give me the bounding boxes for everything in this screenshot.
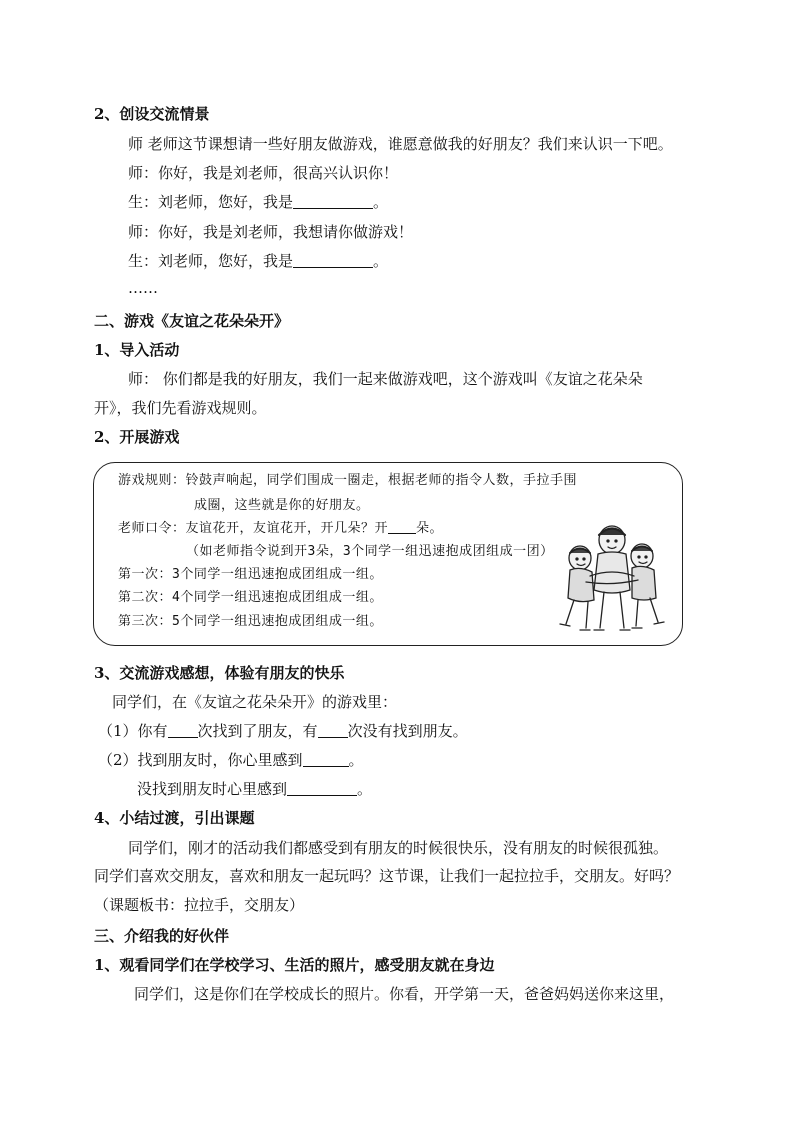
- paragraph-line: 同学们，这是你们在学校成长的照片。你看，开学第一天，爸爸妈妈送你来这里，: [134, 985, 675, 1003]
- rules-line: 游戏规则：铃鼓声响起，同学们围成一圈走，根据老师的指令人数，手拉手围: [118, 473, 578, 488]
- fill-blank: [303, 751, 349, 767]
- round-line: 第二次：4个同学一组迅速抱成团组成一组。: [118, 590, 383, 605]
- teacher-command: [118, 520, 443, 538]
- punctuation: 。: [357, 780, 373, 798]
- dialogue-line: [128, 192, 388, 212]
- dialogue-text: 生：刘老师，您好，我是: [128, 252, 294, 270]
- section-heading: 2、创设交流情景: [94, 105, 210, 123]
- paragraph-line: 同学们，刚才的活动我们都感受到有朋友的时候很快乐，没有朋友的时候很孤独。: [128, 839, 669, 857]
- dialogue-text: 生：刘老师，您好，我是: [128, 193, 294, 211]
- fill-blank: [293, 193, 373, 209]
- dialogue-line: [128, 251, 388, 271]
- fill-blank: [287, 780, 357, 796]
- part-heading: 三、介绍我的好伙伴: [94, 927, 230, 945]
- command-text: 老师口令：友谊花开，友谊花开，开几朵？开: [118, 521, 389, 536]
- rules-example: （如老师指令说到开3朵，3个同学一组迅速抱成团组成一团）: [186, 544, 554, 559]
- dialogue-line: 师：你好，我是刘老师，很高兴认识你！: [128, 164, 399, 182]
- paragraph-line: 开》，我们先看游戏规则。: [94, 399, 267, 417]
- children-hugging-illustration: [550, 520, 668, 638]
- question-text: 次没有找到朋友。: [347, 722, 468, 740]
- question-text: （2）找到朋友时，你心里感到: [98, 751, 303, 769]
- question-text: （1）你有: [98, 722, 168, 740]
- round-line: 第一次：3个同学一组迅速抱成团组成一组。: [118, 567, 383, 582]
- fill-blank: [293, 252, 373, 268]
- paragraph-line: （课题板书：拉拉手，交朋友）: [94, 896, 305, 914]
- rules-line: 成圈，这些就是你的好朋友。: [194, 498, 370, 513]
- paragraph-line: 同学们喜欢交朋友，喜欢和朋友一起玩吗？这节课，让我们一起拉拉手，交朋友。好吗？: [94, 867, 680, 885]
- dialogue-line: 师：你好，我是刘老师，我想请你做游戏！: [128, 223, 414, 241]
- question-line: [98, 721, 468, 741]
- question-line: [98, 750, 364, 770]
- fill-blank: [318, 722, 348, 738]
- dialogue-line: 师 老师这节课想请一些好朋友做游戏，谁愿意做我的好朋友？我们来认识一下吧。: [128, 135, 673, 153]
- punctuation: 。: [348, 751, 364, 769]
- paragraph-line: 同学们，在《友谊之花朵朵开》的游戏里：: [112, 693, 398, 711]
- command-text: 朵。: [416, 521, 444, 536]
- section-heading: 1、观看同学们在学校学习、生活的照片，感受朋友就在身边: [94, 956, 495, 974]
- fill-blank: [388, 520, 416, 534]
- fill-blank: [168, 722, 198, 738]
- punctuation: 。: [373, 193, 389, 211]
- paragraph-line: 师： 你们都是我的好朋友，我们一起来做游戏吧，这个游戏叫《友谊之花朵朵: [128, 370, 643, 388]
- question-text: 次找到了朋友，有: [197, 722, 318, 740]
- question-text: 没找到朋友时心里感到: [137, 780, 288, 798]
- section-heading: 1、导入活动: [94, 341, 180, 359]
- part-heading: 二、游戏《友谊之花朵朵开》: [94, 312, 290, 330]
- section-heading: 4、小结过渡，引出课题: [94, 809, 255, 827]
- ellipsis: ……: [128, 279, 158, 297]
- question-line: [137, 779, 372, 799]
- section-heading: 2、开展游戏: [94, 428, 180, 446]
- punctuation: 。: [373, 252, 389, 270]
- round-line: 第三次：5个同学一组迅速抱成团组成一组。: [118, 614, 383, 629]
- section-heading: 3、交流游戏感想，体验有朋友的快乐: [94, 664, 345, 682]
